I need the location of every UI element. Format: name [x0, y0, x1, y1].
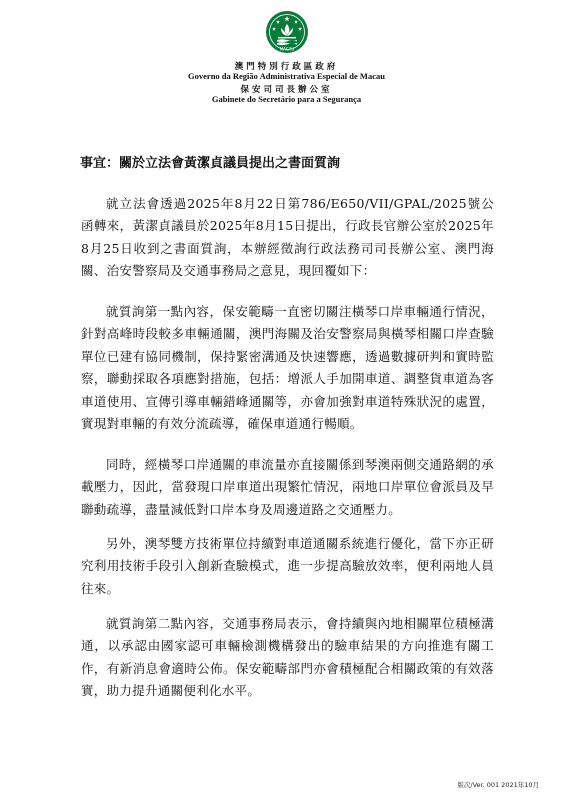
- version-footer: 版次/Ver. 001 2021年10月: [457, 781, 539, 789]
- body-paragraph-3: 同時，經橫琴口岸通關的車流量亦直接關係到琴澳兩側交通路網的承載壓力，因此，當發現口岸車道出現繁忙情況，兩地口岸單位會派員及早聯動疏導，盡量減低對口岸本身及周邊道路之交通壓力。: [81, 456, 494, 517]
- macau-emblem-icon: [264, 10, 310, 58]
- office-name-cn: 保安司司長辦公室: [240, 85, 333, 95]
- body-paragraph-5: 就質詢第二點內容，交通事務局表示，會持續與內地相關單位積極溝通，以承認由國家認可車輛檢測機構發出的驗車結果的方向推進有關工作，有新消息會適時公佈。保安範疇部門亦會積極配合相關政策的有效落實，助力提升通關便利化水平。: [81, 615, 494, 698]
- body-paragraph-1: 就立法會透過2025年8月22日第786/E650/VII/GPAL/2025號公函轉來，黃潔貞議員於2025年8月15日提出，行政長官辦公室於2025年8月25日收到之書面質詢，本辦經徵詢行政法務司司長辦公室、澳門海關、治安警察局及交通事務局之意見，現回覆如下：: [81, 195, 494, 278]
- office-name-pt: Gabinete do Secretário para a Segurança: [211, 94, 362, 104]
- government-name-cn: 澳門特別行政區政府: [234, 62, 339, 72]
- subject-line: 事宜：關於立法會黃潔貞議員提出之書面質詢: [80, 156, 341, 171]
- body-paragraph-4: 另外，澳琴雙方技術單位持續對車道通關系統進行優化，當下亦正研究利用技術手段引入創新查驗模式，進一步提高驗放效率，便利兩地人員往來。: [81, 535, 494, 596]
- body-paragraph-2: 就質詢第一點內容，保安範疇一直密切關注橫琴口岸車輛通行情況，針對高峰時段較多車輛通關，澳門海關及治安警察局與橫琴相關口岸查驗單位已建有協同機制，保持緊密溝通及快速響應，透過數據研判和實時監察，聯動採取各項應對措施，包括：增派人手加開車道、調整貨車道為客車道使用、宣傳引導車輛錯峰通關等，亦會加強對車道特殊狀況的處置，實現對車輛的有效分流疏導，確保車道通行暢順。: [81, 303, 494, 431]
- government-name-pt: Governo da Região Administrativa Especial de Macau: [188, 71, 385, 81]
- emblem-caption: MACAU: [279, 46, 295, 52]
